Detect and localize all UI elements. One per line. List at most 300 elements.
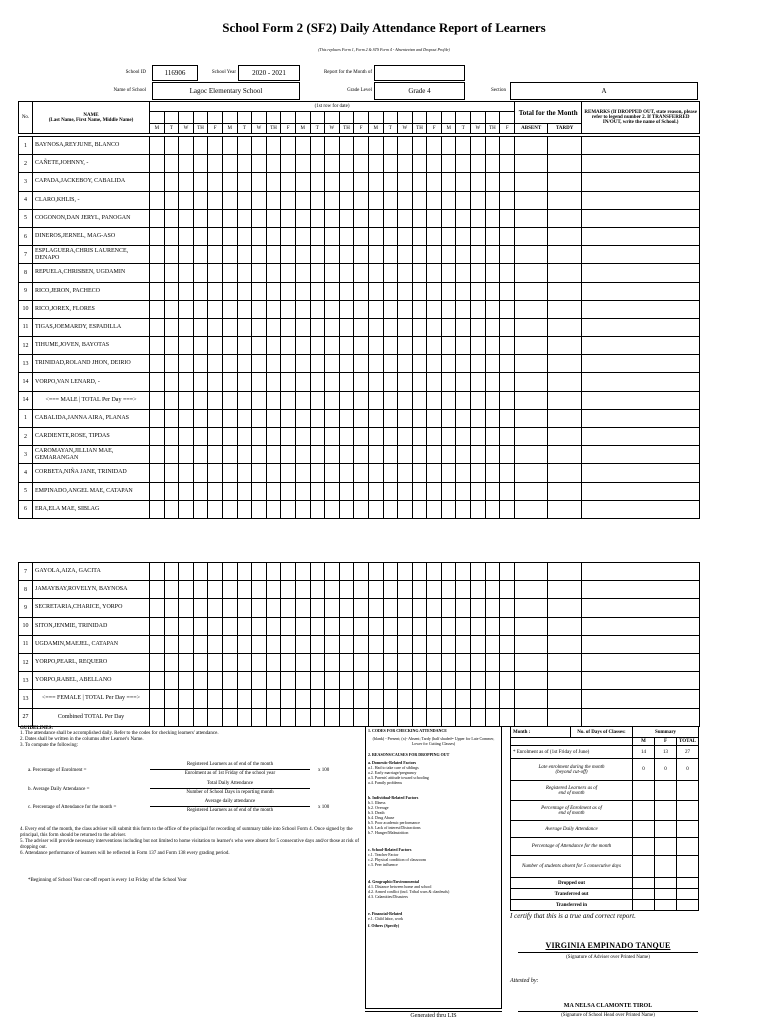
attendance-cell[interactable] bbox=[193, 155, 208, 173]
attendance-cell[interactable] bbox=[500, 137, 515, 155]
attendance-cell[interactable] bbox=[237, 173, 252, 191]
attendance-cell[interactable] bbox=[150, 209, 165, 227]
attendance-cell[interactable] bbox=[339, 464, 354, 482]
tardy-cell[interactable] bbox=[547, 355, 581, 373]
attendance-cell[interactable] bbox=[398, 599, 413, 617]
attendance-cell[interactable] bbox=[456, 173, 471, 191]
attendance-cell[interactable] bbox=[412, 227, 427, 245]
attendance-cell[interactable] bbox=[456, 155, 471, 173]
attendance-cell[interactable] bbox=[383, 246, 398, 264]
attendance-cell[interactable] bbox=[295, 137, 310, 155]
attendance-cell[interactable] bbox=[164, 617, 179, 635]
attendance-cell[interactable] bbox=[500, 264, 515, 282]
attendance-cell[interactable] bbox=[237, 708, 252, 726]
attendance-cell[interactable] bbox=[222, 173, 237, 191]
attendance-cell[interactable] bbox=[485, 155, 500, 173]
attendance-cell[interactable] bbox=[208, 599, 223, 617]
tardy-cell[interactable] bbox=[547, 635, 581, 653]
attendance-cell[interactable] bbox=[368, 137, 383, 155]
attendance-cell[interactable] bbox=[383, 209, 398, 227]
attendance-cell[interactable] bbox=[456, 672, 471, 690]
attendance-cell[interactable] bbox=[208, 563, 223, 581]
attendance-cell[interactable] bbox=[441, 373, 456, 391]
attendance-cell[interactable] bbox=[339, 617, 354, 635]
attendance-cell[interactable] bbox=[368, 173, 383, 191]
attendance-cell[interactable] bbox=[427, 355, 442, 373]
attendance-cell[interactable] bbox=[500, 209, 515, 227]
attendance-cell[interactable] bbox=[310, 246, 325, 264]
attendance-cell[interactable] bbox=[266, 464, 281, 482]
attendance-cell[interactable] bbox=[412, 373, 427, 391]
attendance-cell[interactable] bbox=[398, 373, 413, 391]
attendance-cell[interactable] bbox=[368, 464, 383, 482]
attendance-cell[interactable] bbox=[412, 690, 427, 708]
attendance-cell[interactable] bbox=[354, 282, 369, 300]
attendance-cell[interactable] bbox=[368, 191, 383, 209]
attendance-cell[interactable] bbox=[266, 446, 281, 464]
attendance-cell[interactable] bbox=[208, 464, 223, 482]
attendance-cell[interactable] bbox=[354, 635, 369, 653]
attendance-cell[interactable] bbox=[412, 653, 427, 671]
attendance-cell[interactable] bbox=[164, 264, 179, 282]
attendance-cell[interactable] bbox=[354, 318, 369, 336]
remarks-cell[interactable] bbox=[581, 318, 699, 336]
tardy-cell[interactable] bbox=[547, 482, 581, 500]
attendance-cell[interactable] bbox=[368, 635, 383, 653]
attendance-cell[interactable] bbox=[412, 173, 427, 191]
absent-cell[interactable] bbox=[514, 173, 547, 191]
attendance-cell[interactable] bbox=[193, 282, 208, 300]
attendance-cell[interactable] bbox=[150, 391, 165, 409]
attendance-cell[interactable] bbox=[383, 482, 398, 500]
attendance-cell[interactable] bbox=[485, 355, 500, 373]
attendance-cell[interactable] bbox=[471, 337, 486, 355]
attendance-cell[interactable] bbox=[500, 599, 515, 617]
attendance-cell[interactable] bbox=[281, 500, 296, 518]
attendance-cell[interactable] bbox=[471, 391, 486, 409]
attendance-cell[interactable] bbox=[281, 708, 296, 726]
attendance-cell[interactable] bbox=[266, 173, 281, 191]
attendance-cell[interactable] bbox=[398, 428, 413, 446]
attendance-cell[interactable] bbox=[485, 482, 500, 500]
attendance-cell[interactable] bbox=[485, 300, 500, 318]
attendance-cell[interactable] bbox=[368, 355, 383, 373]
attendance-cell[interactable] bbox=[164, 672, 179, 690]
attendance-cell[interactable] bbox=[354, 563, 369, 581]
attendance-cell[interactable] bbox=[427, 690, 442, 708]
attendance-cell[interactable] bbox=[441, 300, 456, 318]
attendance-cell[interactable] bbox=[179, 318, 194, 336]
tardy-cell[interactable] bbox=[547, 173, 581, 191]
attendance-cell[interactable] bbox=[471, 464, 486, 482]
attendance-cell[interactable] bbox=[193, 391, 208, 409]
attendance-cell[interactable] bbox=[354, 653, 369, 671]
attendance-cell[interactable] bbox=[164, 581, 179, 599]
attendance-cell[interactable] bbox=[339, 708, 354, 726]
tardy-cell[interactable] bbox=[547, 409, 581, 427]
attendance-cell[interactable] bbox=[441, 246, 456, 264]
attendance-cell[interactable] bbox=[441, 690, 456, 708]
attendance-cell[interactable] bbox=[339, 318, 354, 336]
attendance-cell[interactable] bbox=[237, 373, 252, 391]
attendance-cell[interactable] bbox=[179, 355, 194, 373]
attendance-cell[interactable] bbox=[398, 282, 413, 300]
attendance-cell[interactable] bbox=[471, 581, 486, 599]
attendance-cell[interactable] bbox=[222, 409, 237, 427]
attendance-cell[interactable] bbox=[354, 246, 369, 264]
attendance-cell[interactable] bbox=[164, 246, 179, 264]
attendance-cell[interactable] bbox=[237, 391, 252, 409]
attendance-cell[interactable] bbox=[208, 209, 223, 227]
attendance-cell[interactable] bbox=[281, 672, 296, 690]
attendance-cell[interactable] bbox=[456, 482, 471, 500]
attendance-cell[interactable] bbox=[500, 428, 515, 446]
attendance-cell[interactable] bbox=[164, 482, 179, 500]
attendance-cell[interactable] bbox=[179, 391, 194, 409]
attendance-cell[interactable] bbox=[179, 482, 194, 500]
attendance-cell[interactable] bbox=[339, 690, 354, 708]
attendance-cell[interactable] bbox=[456, 500, 471, 518]
absent-cell[interactable] bbox=[514, 599, 547, 617]
attendance-cell[interactable] bbox=[164, 500, 179, 518]
attendance-cell[interactable] bbox=[222, 337, 237, 355]
attendance-cell[interactable] bbox=[150, 373, 165, 391]
remarks-cell[interactable] bbox=[581, 581, 699, 599]
attendance-cell[interactable] bbox=[412, 246, 427, 264]
attendance-cell[interactable] bbox=[368, 318, 383, 336]
attendance-cell[interactable] bbox=[252, 672, 267, 690]
attendance-cell[interactable] bbox=[193, 500, 208, 518]
attendance-cell[interactable] bbox=[398, 209, 413, 227]
attendance-cell[interactable] bbox=[471, 500, 486, 518]
attendance-cell[interactable] bbox=[456, 355, 471, 373]
attendance-cell[interactable] bbox=[179, 155, 194, 173]
attendance-cell[interactable] bbox=[441, 617, 456, 635]
attendance-cell[interactable] bbox=[193, 581, 208, 599]
attendance-cell[interactable] bbox=[252, 581, 267, 599]
attendance-cell[interactable] bbox=[193, 563, 208, 581]
remarks-cell[interactable] bbox=[581, 209, 699, 227]
attendance-cell[interactable] bbox=[295, 282, 310, 300]
attendance-cell[interactable] bbox=[427, 563, 442, 581]
attendance-cell[interactable] bbox=[150, 599, 165, 617]
remarks-cell[interactable] bbox=[581, 391, 699, 409]
attendance-cell[interactable] bbox=[427, 581, 442, 599]
attendance-cell[interactable] bbox=[252, 355, 267, 373]
attendance-cell[interactable] bbox=[237, 581, 252, 599]
attendance-cell[interactable] bbox=[500, 246, 515, 264]
attendance-cell[interactable] bbox=[441, 708, 456, 726]
attendance-cell[interactable] bbox=[266, 137, 281, 155]
attendance-cell[interactable] bbox=[222, 446, 237, 464]
attendance-cell[interactable] bbox=[237, 500, 252, 518]
attendance-cell[interactable] bbox=[354, 337, 369, 355]
attendance-cell[interactable] bbox=[252, 337, 267, 355]
attendance-cell[interactable] bbox=[164, 300, 179, 318]
attendance-cell[interactable] bbox=[252, 653, 267, 671]
attendance-cell[interactable] bbox=[325, 155, 340, 173]
attendance-cell[interactable] bbox=[266, 599, 281, 617]
attendance-cell[interactable] bbox=[383, 155, 398, 173]
attendance-cell[interactable] bbox=[164, 355, 179, 373]
attendance-cell[interactable] bbox=[237, 337, 252, 355]
attendance-cell[interactable] bbox=[339, 337, 354, 355]
attendance-cell[interactable] bbox=[310, 155, 325, 173]
attendance-cell[interactable] bbox=[310, 409, 325, 427]
attendance-cell[interactable] bbox=[325, 672, 340, 690]
attendance-cell[interactable] bbox=[208, 428, 223, 446]
attendance-cell[interactable] bbox=[427, 617, 442, 635]
tardy-cell[interactable] bbox=[547, 300, 581, 318]
attendance-cell[interactable] bbox=[500, 318, 515, 336]
attendance-cell[interactable] bbox=[179, 617, 194, 635]
attendance-cell[interactable] bbox=[485, 264, 500, 282]
attendance-cell[interactable] bbox=[281, 318, 296, 336]
attendance-cell[interactable] bbox=[266, 672, 281, 690]
remarks-cell[interactable] bbox=[581, 563, 699, 581]
attendance-cell[interactable] bbox=[310, 227, 325, 245]
attendance-cell[interactable] bbox=[368, 373, 383, 391]
attendance-cell[interactable] bbox=[441, 191, 456, 209]
remarks-cell[interactable] bbox=[581, 300, 699, 318]
attendance-cell[interactable] bbox=[471, 708, 486, 726]
attendance-cell[interactable] bbox=[266, 300, 281, 318]
attendance-cell[interactable] bbox=[500, 563, 515, 581]
attendance-cell[interactable] bbox=[150, 355, 165, 373]
remarks-cell[interactable] bbox=[581, 690, 699, 708]
remarks-cell[interactable] bbox=[581, 500, 699, 518]
attendance-cell[interactable] bbox=[427, 653, 442, 671]
attendance-cell[interactable] bbox=[295, 173, 310, 191]
attendance-cell[interactable] bbox=[383, 264, 398, 282]
attendance-cell[interactable] bbox=[354, 409, 369, 427]
attendance-cell[interactable] bbox=[427, 446, 442, 464]
attendance-cell[interactable] bbox=[368, 246, 383, 264]
attendance-cell[interactable] bbox=[427, 209, 442, 227]
attendance-cell[interactable] bbox=[456, 337, 471, 355]
attendance-cell[interactable] bbox=[325, 373, 340, 391]
attendance-cell[interactable] bbox=[500, 337, 515, 355]
attendance-cell[interactable] bbox=[237, 409, 252, 427]
attendance-cell[interactable] bbox=[427, 300, 442, 318]
attendance-cell[interactable] bbox=[412, 337, 427, 355]
attendance-cell[interactable] bbox=[179, 282, 194, 300]
attendance-cell[interactable] bbox=[150, 617, 165, 635]
attendance-cell[interactable] bbox=[179, 137, 194, 155]
attendance-cell[interactable] bbox=[193, 137, 208, 155]
attendance-cell[interactable] bbox=[150, 318, 165, 336]
attendance-cell[interactable] bbox=[208, 446, 223, 464]
attendance-cell[interactable] bbox=[456, 282, 471, 300]
attendance-cell[interactable] bbox=[281, 337, 296, 355]
attendance-cell[interactable] bbox=[456, 391, 471, 409]
attendance-cell[interactable] bbox=[179, 373, 194, 391]
attendance-cell[interactable] bbox=[485, 409, 500, 427]
attendance-cell[interactable] bbox=[266, 373, 281, 391]
attendance-cell[interactable] bbox=[339, 300, 354, 318]
attendance-cell[interactable] bbox=[222, 635, 237, 653]
attendance-cell[interactable] bbox=[485, 500, 500, 518]
attendance-cell[interactable] bbox=[456, 617, 471, 635]
attendance-cell[interactable] bbox=[193, 227, 208, 245]
attendance-cell[interactable] bbox=[295, 373, 310, 391]
absent-cell[interactable] bbox=[514, 264, 547, 282]
attendance-cell[interactable] bbox=[252, 373, 267, 391]
attendance-cell[interactable] bbox=[237, 355, 252, 373]
attendance-cell[interactable] bbox=[164, 137, 179, 155]
attendance-cell[interactable] bbox=[310, 672, 325, 690]
attendance-cell[interactable] bbox=[164, 318, 179, 336]
attendance-cell[interactable] bbox=[222, 191, 237, 209]
attendance-cell[interactable] bbox=[412, 264, 427, 282]
attendance-cell[interactable] bbox=[266, 653, 281, 671]
attendance-cell[interactable] bbox=[383, 282, 398, 300]
attendance-cell[interactable] bbox=[500, 617, 515, 635]
attendance-cell[interactable] bbox=[368, 446, 383, 464]
attendance-cell[interactable] bbox=[427, 337, 442, 355]
attendance-cell[interactable] bbox=[485, 246, 500, 264]
attendance-cell[interactable] bbox=[427, 464, 442, 482]
attendance-cell[interactable] bbox=[325, 264, 340, 282]
tardy-cell[interactable] bbox=[547, 690, 581, 708]
attendance-cell[interactable] bbox=[398, 690, 413, 708]
attendance-cell[interactable] bbox=[266, 635, 281, 653]
attendance-cell[interactable] bbox=[237, 635, 252, 653]
attendance-cell[interactable] bbox=[237, 446, 252, 464]
attendance-cell[interactable] bbox=[354, 264, 369, 282]
attendance-cell[interactable] bbox=[412, 391, 427, 409]
attendance-cell[interactable] bbox=[412, 282, 427, 300]
attendance-cell[interactable] bbox=[398, 155, 413, 173]
attendance-cell[interactable] bbox=[222, 373, 237, 391]
attendance-cell[interactable] bbox=[471, 599, 486, 617]
attendance-cell[interactable] bbox=[383, 563, 398, 581]
attendance-cell[interactable] bbox=[471, 282, 486, 300]
attendance-cell[interactable] bbox=[310, 635, 325, 653]
attendance-cell[interactable] bbox=[164, 464, 179, 482]
attendance-cell[interactable] bbox=[310, 690, 325, 708]
attendance-cell[interactable] bbox=[339, 355, 354, 373]
attendance-cell[interactable] bbox=[266, 355, 281, 373]
attendance-cell[interactable] bbox=[339, 672, 354, 690]
attendance-cell[interactable] bbox=[222, 282, 237, 300]
attendance-cell[interactable] bbox=[383, 337, 398, 355]
attendance-cell[interactable] bbox=[295, 500, 310, 518]
attendance-cell[interactable] bbox=[398, 653, 413, 671]
attendance-cell[interactable] bbox=[441, 482, 456, 500]
absent-cell[interactable] bbox=[514, 617, 547, 635]
attendance-cell[interactable] bbox=[485, 337, 500, 355]
remarks-cell[interactable] bbox=[581, 617, 699, 635]
attendance-cell[interactable] bbox=[339, 391, 354, 409]
attendance-cell[interactable] bbox=[222, 617, 237, 635]
attendance-cell[interactable] bbox=[150, 337, 165, 355]
attendance-cell[interactable] bbox=[383, 227, 398, 245]
attendance-cell[interactable] bbox=[193, 318, 208, 336]
attendance-cell[interactable] bbox=[208, 227, 223, 245]
attendance-cell[interactable] bbox=[427, 599, 442, 617]
attendance-cell[interactable] bbox=[252, 464, 267, 482]
attendance-cell[interactable] bbox=[427, 373, 442, 391]
attendance-cell[interactable] bbox=[456, 653, 471, 671]
attendance-cell[interactable] bbox=[208, 617, 223, 635]
attendance-cell[interactable] bbox=[383, 318, 398, 336]
attendance-cell[interactable] bbox=[339, 599, 354, 617]
attendance-cell[interactable] bbox=[471, 318, 486, 336]
attendance-cell[interactable] bbox=[500, 672, 515, 690]
attendance-cell[interactable] bbox=[164, 391, 179, 409]
attendance-cell[interactable] bbox=[471, 653, 486, 671]
attendance-cell[interactable] bbox=[485, 137, 500, 155]
attendance-cell[interactable] bbox=[281, 173, 296, 191]
attendance-cell[interactable] bbox=[441, 209, 456, 227]
attendance-cell[interactable] bbox=[412, 672, 427, 690]
absent-cell[interactable] bbox=[514, 191, 547, 209]
attendance-cell[interactable] bbox=[208, 581, 223, 599]
attendance-cell[interactable] bbox=[266, 581, 281, 599]
attendance-cell[interactable] bbox=[281, 690, 296, 708]
attendance-cell[interactable] bbox=[441, 391, 456, 409]
attendance-cell[interactable] bbox=[295, 581, 310, 599]
attendance-cell[interactable] bbox=[310, 282, 325, 300]
attendance-cell[interactable] bbox=[252, 428, 267, 446]
attendance-cell[interactable] bbox=[471, 155, 486, 173]
attendance-cell[interactable] bbox=[485, 282, 500, 300]
attendance-cell[interactable] bbox=[368, 264, 383, 282]
attendance-cell[interactable] bbox=[310, 653, 325, 671]
tardy-cell[interactable] bbox=[547, 672, 581, 690]
attendance-cell[interactable] bbox=[500, 227, 515, 245]
attendance-cell[interactable] bbox=[252, 500, 267, 518]
attendance-cell[interactable] bbox=[208, 137, 223, 155]
attendance-cell[interactable] bbox=[266, 227, 281, 245]
attendance-cell[interactable] bbox=[179, 246, 194, 264]
tardy-cell[interactable] bbox=[547, 318, 581, 336]
attendance-cell[interactable] bbox=[427, 191, 442, 209]
attendance-cell[interactable] bbox=[295, 391, 310, 409]
attendance-cell[interactable] bbox=[237, 264, 252, 282]
attendance-cell[interactable] bbox=[456, 318, 471, 336]
attendance-cell[interactable] bbox=[500, 653, 515, 671]
attendance-cell[interactable] bbox=[164, 428, 179, 446]
attendance-cell[interactable] bbox=[427, 155, 442, 173]
attendance-cell[interactable] bbox=[150, 635, 165, 653]
attendance-cell[interactable] bbox=[485, 708, 500, 726]
attendance-cell[interactable] bbox=[295, 599, 310, 617]
attendance-cell[interactable] bbox=[237, 282, 252, 300]
attendance-cell[interactable] bbox=[471, 428, 486, 446]
attendance-cell[interactable] bbox=[266, 617, 281, 635]
attendance-cell[interactable] bbox=[412, 355, 427, 373]
attendance-cell[interactable] bbox=[266, 482, 281, 500]
attendance-cell[interactable] bbox=[427, 635, 442, 653]
attendance-cell[interactable] bbox=[222, 708, 237, 726]
attendance-cell[interactable] bbox=[252, 409, 267, 427]
absent-cell[interactable] bbox=[514, 690, 547, 708]
attendance-cell[interactable] bbox=[427, 500, 442, 518]
attendance-cell[interactable] bbox=[354, 581, 369, 599]
attendance-cell[interactable] bbox=[295, 409, 310, 427]
tardy-cell[interactable] bbox=[547, 337, 581, 355]
attendance-cell[interactable] bbox=[412, 209, 427, 227]
remarks-cell[interactable] bbox=[581, 337, 699, 355]
attendance-cell[interactable] bbox=[208, 173, 223, 191]
attendance-cell[interactable] bbox=[471, 355, 486, 373]
attendance-cell[interactable] bbox=[281, 155, 296, 173]
attendance-cell[interactable] bbox=[354, 672, 369, 690]
attendance-cell[interactable] bbox=[500, 500, 515, 518]
attendance-cell[interactable] bbox=[252, 391, 267, 409]
